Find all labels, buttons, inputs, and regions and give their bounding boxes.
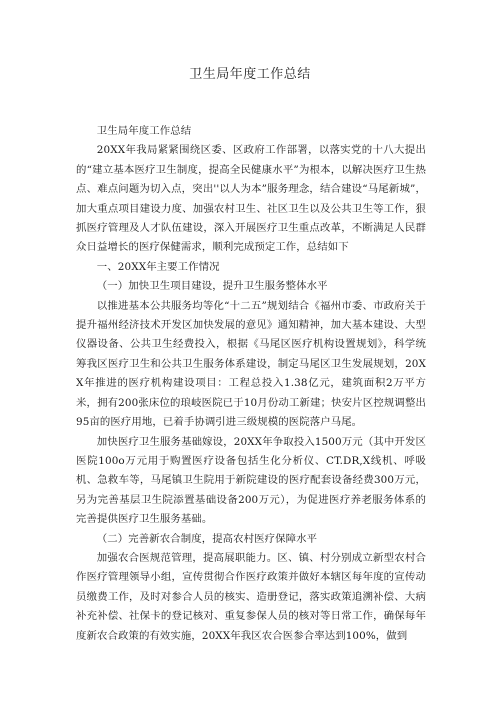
paragraph-subtitle: 卫生局年度工作总结	[96, 125, 192, 137]
document-title: 卫生局年度工作总结	[189, 67, 311, 82]
heading-subsection-2: （二）完善新农合制度，提高农村医疗保障水平	[96, 532, 318, 545]
document-body	[76, 122, 426, 646]
heading-section-1: 一、20XX年主要工作情况	[96, 260, 220, 273]
paragraph-intro: 20XX年我局紧紧围绕区委、区政府工作部署，以落实党的十八大提出的“建立基本医疗卫生制度，提高全民健康水平”为根本，以解决医疗卫生热点、难点问题为切入点，突出''以人为本”服务理念，结合建设“马尾新城”，加大重点项目建设力度、加强农村卫生、社区卫生以及公共卫生等工作，狠抓医疗管理及人才队伍建设，深入开展医疗卫生重点改革，不断满足人民群众日益增长的医疗保健需求，顺利完成预定工作，总结如下	[76, 144, 426, 254]
paragraph-rural-coop: 加强农合医规范管理，提高展职能力。区、镇、村分别成立新型农村合作医疗管理领导小组，宣传贯彻合作医疗政策并做好本辖区每年度的宣传动员缴费工作，及时对参合人员的核实、造册登记，落实政策追溯补偿、大病补充补偿、社保卡的登记核对、重复参保人员的核对等日常工作，确保每年度新农合政策的有效实施，20XX年我区农合医参合率达到100%，做到	[76, 551, 426, 642]
paragraph-project-construction: 以推进基本公共服务均等化“十二五”规划结合《福州市委、市政府关于提升福州经济技术开发区加快发展的意见》通知精神，加大基本建设、大型仪器设备、公共卫生经费投入，根据《马尾区医疗机构设置规划》，科学统筹我区医疗卫生和公共卫生服务体系建设，制定马尾区卫生发展规划，20XX年推进的医疗机构建设项目：工程总投入1.38亿元，建筑面积2万平方米，拥有200张床位的琅岐医院已于10月份动工新建；快安片区控规调整出95亩的医疗用地，已着手协调引进三级规模的医院落户马尾。	[76, 299, 426, 429]
paragraph-infrastructure: 加快医疗卫生服务基础嫁设，20XX年争取投入1500万元（其中开发区医院100o万元用于购置医疗设备包括生化分析仪、CT.DR,X线机、呼吸机、急救车等，马尾镇卫生院用于新院建设的医疗配套设备经费300万元，另为完善基层卫生院添置基础设备200万元），为促进医疗养老服务体系的完善提供医疗卫生服务基础。	[76, 435, 426, 526]
heading-subsection-1: （一）加快卫生项目建设，提升卫生服务整体水平	[96, 280, 328, 293]
